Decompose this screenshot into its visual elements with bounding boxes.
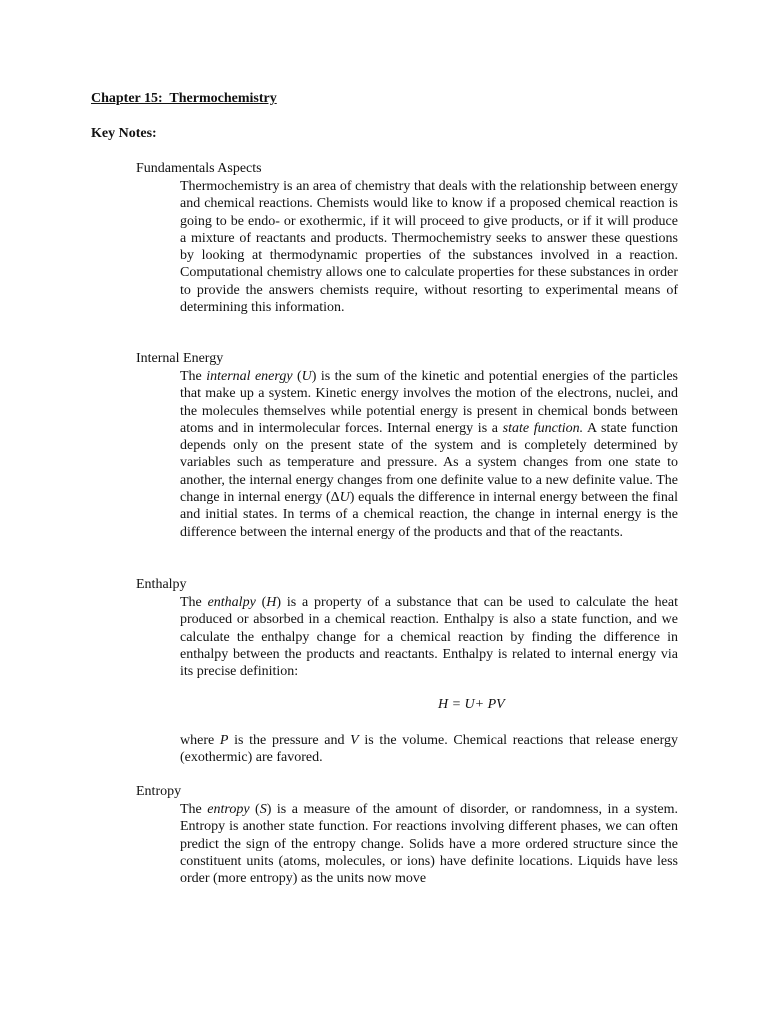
text-run: A state function depends only on the present state of the system and is completely determined by variables such as temperature and pressure. As a system changes from one state to another, the internal energy changes from one definite value to a new definite value. The change in internal energy (Δ [180,420,678,506]
paragraph-fundamentals: Thermochemistry is an area of chemistry that deals with the relationship between energy and chemical reactions. Chemists would like to know if a proposed chemical reaction is going to be endo- or exothermic, if it will proceed to give products, or if it will produce a mixture of reactants and products. Thermochemistry seeks to answer these questions by looking at thermodynamic properties of the substances involved in a reaction. Computational chemistry allows one to calculate properties for these substances in order to provide the answers chemists require, without resorting to experimental means of determining this information. [180,179,678,316]
key-notes-heading: Key Notes: [91,126,157,141]
section-heading-internal-energy: Internal Energy [136,351,224,366]
symbol-p: P [219,733,229,748]
term-entropy: entropy [207,802,250,817]
symbol-s: S [259,802,267,817]
text-run: where [180,733,220,748]
section-heading-enthalpy: Enthalpy [136,577,187,592]
text-run: ) equals the difference in internal energy between the final and initial states. In terms of a chemical reaction, the change in internal energy is the difference between the internal energy of the products and that of the reactants. [180,490,678,540]
section-heading-entropy: Entropy [136,784,182,799]
text-run: is the volume. Chemical reactions that release energy (exothermic) are favored. [180,733,678,766]
symbol-u: U [301,369,312,384]
equation-enthalpy: H = U+ PV [438,697,505,712]
text-run: ) is the sum of the kinetic and potential energies of the particles that make up a system. Kinetic energy involves the motion of the electrons, nuclei, and the molecules themselves while potential energy is present in chemical bonds between atoms and in intermolecular forces. Internal energy is a [180,369,678,436]
symbol-u: U [339,490,350,506]
text-run: is the pressure and [228,733,351,748]
paragraph-enthalpy-continued [180,732,678,767]
symbol-h: H [266,595,277,610]
text-run: ) is a measure of the amount of disorder, or randomness, in a system. Entropy is another state function. For reactions involving different phases, we can often predict the sign of the entropy change. Solids have a more ordered structure since the constituent units (atoms, molecules, or ions) have definite locations. Liquids have less order (more entropy) as the units now move [180,802,679,887]
term-enthalpy: enthalpy [207,595,256,610]
text-run: ( [292,369,302,384]
text-run: The [180,595,208,610]
term-state-function: state function. [502,420,584,436]
section-heading-fundamentals: Fundamentals Aspects [136,161,262,176]
text-run: The [180,802,208,817]
text-run: ( [249,802,260,817]
text-run: ( [255,595,267,610]
paragraph-entropy [180,801,678,887]
paragraph-enthalpy [180,594,678,680]
chapter-title: Chapter 15: Thermochemistry [91,91,277,106]
symbol-v: V [350,733,359,748]
term-internal-energy: internal energy [206,369,293,384]
paragraph-internal-energy [180,368,678,541]
text-run: The [180,369,207,384]
text-run: ) is a property of a substance that can be used to calculate the heat produced or absorbed in a chemical reaction. Enthalpy is also a state function, and we calculate the enthalpy change for a chemical reaction by finding the difference in enthalpy between the products and reactants. Enthalpy is related to internal energy via its precise definition: [180,595,679,680]
